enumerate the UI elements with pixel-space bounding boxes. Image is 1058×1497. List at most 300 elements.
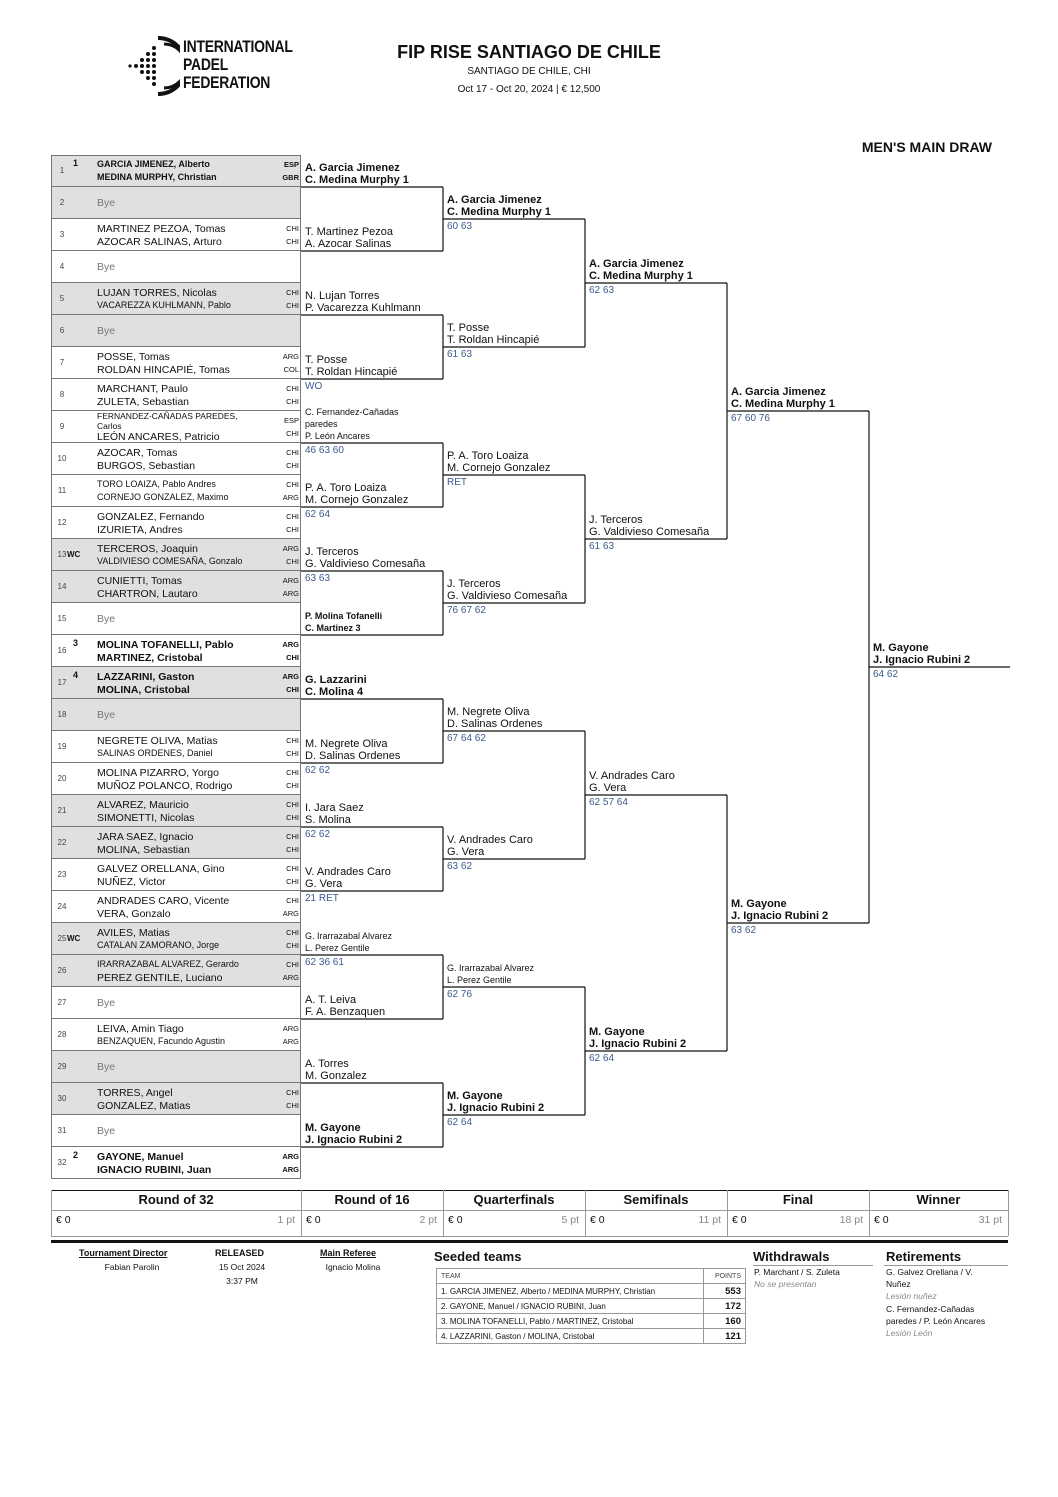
match-score: 61 63 (447, 349, 473, 360)
team-player-2: C. Martinez 3 (305, 623, 361, 633)
player-2-nation: CHI (286, 397, 299, 406)
team-player-2: L. Perez Gentile (305, 943, 370, 953)
player-1-nation: ARG (282, 544, 299, 553)
player-1-name: GALVEZ ORELLANA, Gino (97, 863, 225, 875)
draw-slot (51, 923, 301, 955)
team-player-1: A. Torres (305, 1058, 349, 1070)
player-2-nation: ARG (282, 973, 299, 982)
draw-position: 24 (57, 902, 67, 911)
team-player-1: P. A. Toro Loaiza (447, 450, 529, 462)
player-2-nation: CHI (286, 813, 299, 822)
player-1-nation: ARG (282, 1152, 299, 1161)
match-score: 63 62 (731, 925, 757, 936)
table-row (437, 1284, 746, 1299)
player-1-nation: CHI (286, 480, 299, 489)
team-player-1: paredes (305, 419, 338, 429)
player-2-nation: CHI (286, 429, 299, 438)
player-2-nation: GBR (282, 173, 299, 182)
round-name: Round of 16 (334, 1192, 410, 1207)
draw-slot (51, 1083, 301, 1115)
player-1-name: MARTINEZ PEZOA, Tomas (97, 223, 226, 235)
team-player-1: A. Garcia Jimenez (589, 258, 684, 270)
player-2-nation: CHI (286, 237, 299, 246)
round-prize: € 0 (306, 1214, 321, 1226)
player-1-nation: CHI (286, 960, 299, 969)
draw-slot (51, 699, 301, 731)
team-player-2: J. Ignacio Rubini 2 (447, 1102, 545, 1114)
team-player-1: M. Gayone (731, 898, 787, 910)
round-prize: € 0 (590, 1214, 605, 1226)
team-player-2: J. Ignacio Rubini 2 (731, 910, 829, 922)
round-prize: € 0 (732, 1214, 747, 1226)
draw-position: 4 (59, 262, 65, 271)
player-1-name: AVILES, Matias (97, 927, 170, 939)
team-player-2: L. Perez Gentile (447, 975, 512, 985)
player-1-name: MOLINA PIZARRO, Yorgo (97, 767, 219, 779)
draw-position: 6 (59, 326, 65, 335)
released-label: RELEASED (215, 1248, 265, 1258)
player-1-name: ANDRADES CARO, Vicente (97, 895, 230, 907)
team-player-1: T. Martinez Pezoa (305, 226, 394, 238)
team-player-2: P. León Ancares (305, 431, 370, 441)
player-2-nation: CHI (286, 525, 299, 534)
team-player-2: P. Vacarezza Kuhlmann (305, 302, 421, 314)
logo-line-3: FEDERATION (183, 73, 271, 92)
player-1-nation: CHI (286, 1088, 299, 1097)
round-divider (1008, 1190, 1009, 1236)
draw-slot (51, 667, 301, 699)
team-player-1: G. Irarrazabal Alvarez (447, 963, 535, 973)
team-player-1: J. Terceros (305, 546, 359, 558)
team-player-1: M. Gayone (589, 1026, 645, 1038)
player-1-name: GAYONE, Manuel (97, 1151, 184, 1163)
player-1-name: GONZALEZ, Fernando (97, 511, 205, 523)
draw-slot (51, 283, 301, 315)
draw-slot (51, 507, 301, 539)
player-2-name: PEREZ GENTILE, Luciano (97, 972, 223, 984)
player-2-name: VERA, Gonzalo (97, 908, 171, 920)
player-2-name: CHARTRON, Lautaro (97, 588, 198, 600)
player-2-nation: ARG (282, 909, 299, 918)
draw-slot (51, 987, 301, 1019)
player-2-name: SIMONETTI, Nicolas (97, 812, 195, 824)
released-date: 15 Oct 2024 (218, 1262, 266, 1272)
player-1-nation: CHI (286, 448, 299, 457)
player-1-name: NEGRETE OLIVA, Matias (97, 735, 218, 747)
team-player-1: V. Andrades Caro (447, 834, 533, 846)
player-1-nation: ARG (282, 576, 299, 585)
bye-label: Bye (97, 325, 116, 337)
draw-position: 2 (59, 198, 65, 207)
team-player-1: P. Molina Tofanelli (305, 611, 383, 621)
player-1-nation: CHI (286, 224, 299, 233)
match-score: 62 62 (305, 829, 331, 840)
draw-slot (51, 635, 301, 667)
referee-name: Ignacio Molina (325, 1262, 381, 1272)
round-divider (301, 1190, 302, 1236)
logo-line-1: INTERNATIONAL (183, 37, 293, 56)
seed-number: 1 (73, 158, 79, 168)
team-player-1: N. Lujan Torres (305, 290, 380, 302)
player-2-name: BENZAQUEN, Facundo Agustin (97, 1036, 226, 1046)
draw-slot (51, 955, 301, 987)
draw-slot (51, 827, 301, 859)
player-1-name: FERNANDEZ-CAÑADAS PAREDES, (97, 411, 238, 421)
player-1-nation: CHI (286, 832, 299, 841)
retirement-team-line: G. Galvez Orellana / V. (886, 1267, 973, 1277)
retirement-reason: Lesión León (886, 1328, 933, 1338)
team-player-2: J. Ignacio Rubini 2 (305, 1134, 403, 1146)
player-1-name: TORO LOAIZA, Pablo Andres (97, 479, 216, 489)
player-2-name: SALINAS ORDENES, Daniel (97, 748, 213, 758)
player-1-nation: ARG (282, 640, 299, 649)
player-2-name: MUÑOZ POLANCO, Rodrigo (97, 780, 233, 792)
seed-number: 3 (73, 638, 79, 648)
draw-slot (51, 1115, 301, 1147)
draw-position: 21 (57, 806, 67, 815)
seeded-points: 172 (704, 1299, 746, 1314)
team-player-1: G. Lazzarini (305, 674, 367, 686)
team-player-2: G. Valdivieso Comesaña (589, 526, 710, 538)
draw-title: MEN'S MAIN DRAW (861, 139, 992, 155)
match-score: 62 64 (589, 1053, 615, 1064)
team-player-1: A. T. Leiva (305, 994, 357, 1006)
seed-number: 2 (73, 1150, 79, 1160)
footer-bottom-rule (51, 1236, 1008, 1237)
draw-slot (51, 1051, 301, 1083)
player-2-name: VACAREZZA KUHLMANN, Pablo (97, 300, 231, 310)
draw-position: 1 (59, 166, 65, 175)
player-2-nation: ARG (282, 1037, 299, 1046)
draw-slot (51, 411, 301, 443)
seed-number: 4 (73, 670, 79, 680)
match-score: 67 60 76 (731, 413, 770, 424)
draw-slot (51, 603, 301, 635)
draw-slot (51, 475, 301, 507)
match-score: 62 64 (447, 1117, 473, 1128)
round-points: 5 pt (561, 1214, 579, 1226)
bye-label: Bye (97, 613, 116, 625)
draw-slot (51, 795, 301, 827)
player-2-name: CATALAN ZAMORANO, Jorge (97, 940, 220, 950)
player-2-name: MARTINEZ, Cristobal (97, 652, 203, 664)
player-2-name: LEÓN ANCARES, Patricio (97, 431, 220, 443)
player-1-nation: ESP (283, 416, 299, 425)
round-divider (869, 1190, 870, 1236)
draw-position: 12 (57, 518, 67, 527)
team-player-1: G. Irarrazabal Alvarez (305, 931, 393, 941)
player-2-nation: CHI (286, 557, 299, 566)
player-1-name: IRARRAZABAL ALVAREZ, Gerardo (97, 959, 239, 969)
round-name: Winner (916, 1192, 961, 1207)
player-2-name: IGNACIO RUBINI, Juan (97, 1164, 212, 1176)
team-player-2: S. Molina (305, 814, 351, 826)
match-score: 60 63 (447, 221, 473, 232)
round-name: Round of 32 (138, 1192, 214, 1207)
team-player-2: C. Molina 4 (305, 686, 364, 698)
draw-slot (51, 347, 301, 379)
draw-position: 28 (57, 1030, 67, 1039)
draw-position: 20 (57, 774, 67, 783)
bye-label: Bye (97, 709, 116, 721)
player-2-nation: CHI (286, 685, 299, 694)
round-points: 11 pt (698, 1214, 721, 1226)
draw-position: 26 (57, 966, 67, 975)
director-label: Tournament Director (79, 1248, 168, 1258)
player-2-nation: ARG (282, 1165, 299, 1174)
player-1-name: GARCIA JIMENEZ, Alberto (97, 159, 210, 169)
round-divider (51, 1190, 52, 1236)
draw-position: 17 (57, 678, 67, 687)
draw-position: 10 (57, 454, 67, 463)
draw-slot (51, 379, 301, 411)
champion-player-1: M. Gayone (873, 642, 929, 654)
wildcard-badge: WC (67, 934, 81, 943)
withdrawals-heading: Withdrawals (753, 1249, 830, 1264)
player-1-name: CUNIETTI, Tomas (97, 575, 182, 587)
player-1-name: AZOCAR, Tomas (97, 447, 178, 459)
draw-position: 14 (57, 582, 67, 591)
seeded-team: 2. GAYONE, Manuel / IGNACIO RUBINI, Juan (437, 1299, 704, 1314)
team-player-1: J. Terceros (589, 514, 643, 526)
team-player-2: T. Roldan Hincapié (305, 366, 398, 378)
player-2-nation: ARG (282, 493, 299, 502)
footer-top-rule (51, 1190, 1008, 1191)
draw-position: 31 (57, 1126, 67, 1135)
released-time: 3:37 PM (226, 1276, 258, 1286)
retirement-team-line: paredes / P. León Ancares (886, 1316, 986, 1326)
player-2-nation: CHI (286, 1101, 299, 1110)
draw-slot (51, 891, 301, 923)
player-2-nation: CHI (286, 653, 299, 662)
player-2-nation: CHI (286, 877, 299, 886)
team-column-header: TEAM (437, 1269, 704, 1284)
withdrawal-reason: No se presentan (754, 1279, 817, 1289)
player-1-name: MARCHANT, Paulo (97, 383, 189, 395)
draw-position: 7 (59, 358, 65, 367)
player-1-name: LAZZARINI, Gaston (97, 671, 195, 683)
wildcard-badge: WC (67, 550, 81, 559)
referee-label: Main Referee (320, 1248, 377, 1258)
player-1-name: POSSE, Tomas (97, 351, 170, 363)
player-1-nation: ESP (283, 160, 299, 169)
draw-slot (51, 219, 301, 251)
table-row (437, 1314, 746, 1329)
team-player-2: M. Gonzalez (305, 1070, 367, 1082)
bye-label: Bye (97, 1061, 116, 1073)
draw-position: 5 (59, 294, 65, 303)
team-player-1: A. Garcia Jimenez (305, 162, 400, 174)
team-player-1: P. A. Toro Loaiza (305, 482, 387, 494)
seeded-team: 4. LAZZARINI, Gaston / MOLINA, Cristobal (437, 1329, 704, 1344)
player-2-nation: CHI (286, 301, 299, 310)
player-2-name: NUÑEZ, Victor (97, 876, 166, 888)
team-player-2: G. Vera (305, 878, 343, 890)
seeded-points: 121 (704, 1329, 746, 1344)
retirement-reason: Lesión nuñez (886, 1291, 937, 1301)
final-score: 64 62 (873, 669, 899, 680)
team-player-1: J. Terceros (447, 578, 501, 590)
team-player-2: F. A. Benzaquen (305, 1006, 386, 1018)
draw-position: 30 (57, 1094, 67, 1103)
team-player-2: M. Cornejo Gonzalez (447, 462, 551, 474)
footer-mid-rule (51, 1210, 1008, 1211)
player-1-name: TORRES, Angel (97, 1087, 173, 1099)
team-player-2: C. Medina Murphy 1 (731, 398, 835, 410)
draw-position: 3 (59, 230, 65, 239)
tournament-location: SANTIAGO DE CHILE, CHI (467, 66, 591, 77)
team-player-2: A. Azocar Salinas (305, 238, 392, 250)
round-divider (585, 1190, 586, 1236)
round-points: 2 pt (419, 1214, 437, 1226)
bye-label: Bye (97, 261, 116, 273)
draw-slot (51, 539, 301, 571)
draw-slot (51, 859, 301, 891)
player-1-name: JARA SAEZ, Ignacio (97, 831, 194, 843)
team-player-2: D. Salinas Ordenes (447, 718, 543, 730)
retirement-team-line: C. Fernandez-Cañadas (886, 1304, 975, 1314)
player-2-name: IZURIETA, Andres (97, 524, 183, 536)
team-player-2: C. Medina Murphy 1 (589, 270, 693, 282)
points-column-header: POINTS (704, 1269, 746, 1284)
team-player-2: C. Medina Murphy 1 (447, 206, 551, 218)
team-player-2: G. Vera (447, 846, 485, 858)
round-name: Quarterfinals (473, 1192, 555, 1207)
tournament-dates: Oct 17 - Oct 20, 2024 | € 12,500 (457, 84, 601, 95)
draw-position: 32 (57, 1158, 67, 1167)
draw-position: 23 (57, 870, 67, 879)
seeded-team: 1. GARCIA JIMENEZ, Alberto / MEDINA MURPHY, Christian (437, 1284, 704, 1299)
player-1-nation: ARG (282, 1024, 299, 1033)
match-score: 63 63 (305, 573, 331, 584)
draw-slot (51, 1019, 301, 1051)
team-player-1: T. Posse (447, 322, 490, 334)
round-points: 18 pt (839, 1214, 863, 1226)
withdrawal-team: P. Marchant / S. Zuleta (754, 1267, 840, 1277)
round-prize: € 0 (448, 1214, 463, 1226)
match-score: 46 63 60 (305, 445, 344, 456)
team-player-1: C. Fernandez-Cañadas (305, 407, 399, 417)
match-score: 61 63 (589, 541, 615, 552)
team-player-2: G. Valdivieso Comesaña (305, 558, 426, 570)
draw-position: 22 (57, 838, 67, 847)
player-2-name: BURGOS, Sebastian (97, 460, 196, 472)
match-score: 62 76 (447, 989, 473, 1000)
team-player-2: T. Roldan Hincapié (447, 334, 540, 346)
match-score: 62 62 (305, 765, 331, 776)
match-score: 62 57 64 (589, 797, 628, 808)
draw-slot (51, 731, 301, 763)
player-2-name: VALDIVIESO COMESAÑA, Gonzalo (97, 556, 243, 566)
draw-slot (51, 155, 301, 187)
match-score: 62 64 (305, 509, 331, 520)
team-player-2: C. Medina Murphy 1 (305, 174, 409, 186)
team-player-1: A. Garcia Jimenez (731, 386, 826, 398)
match-score: 67 64 62 (447, 733, 486, 744)
player-1-nation: CHI (286, 288, 299, 297)
player-1-name: ALVAREZ, Mauricio (97, 799, 189, 811)
player-2-name: MOLINA, Sebastian (97, 844, 190, 856)
player-1-nation: CHI (286, 736, 299, 745)
player-1-name: LEIVA, Amin Tiago (97, 1023, 184, 1035)
player-1-nation: CHI (286, 928, 299, 937)
round-prize: € 0 (56, 1214, 71, 1226)
team-player-2: D. Salinas Ordenes (305, 750, 401, 762)
player-1-nation: ARG (282, 672, 299, 681)
player-1-nation: CHI (286, 864, 299, 873)
bye-label: Bye (97, 997, 116, 1009)
player-2-name: ROLDAN HINCAPIÉ, Tomas (97, 364, 230, 376)
draw-position: 9 (59, 422, 65, 431)
draw-position: 25 (57, 934, 67, 943)
player-1-name: LUJAN TORRES, Nicolas (97, 287, 217, 299)
match-score: WO (305, 381, 323, 392)
player-2-name: MEDINA MURPHY, Christian (97, 172, 217, 182)
team-player-1: I. Jara Saez (305, 802, 364, 814)
team-player-1: M. Negrete Oliva (447, 706, 530, 718)
match-score: 21 RET (305, 893, 339, 904)
retirements-heading: Retirements (886, 1249, 962, 1264)
player-1-nation: CHI (286, 800, 299, 809)
player-1-name: MOLINA TOFANELLI, Pablo (97, 639, 234, 651)
player-2-nation: CHI (286, 749, 299, 758)
logo-line-2: PADEL (183, 55, 228, 74)
team-player-2: J. Ignacio Rubini 2 (589, 1038, 687, 1050)
player-1-nation: CHI (286, 768, 299, 777)
round-name: Final (782, 1192, 814, 1207)
draw-slot (51, 443, 301, 475)
seeded-teams-heading: Seeded teams (434, 1249, 522, 1264)
match-score: 76 67 62 (447, 605, 486, 616)
tournament-title: FIP RISE SANTIAGO DE CHILE (397, 42, 661, 62)
draw-position: 13 (57, 550, 67, 559)
team-player-1: M. Gayone (447, 1090, 503, 1102)
player-2-nation: ARG (282, 589, 299, 598)
player-2-name: CORNEJO GONZALEZ, Maximo (97, 492, 229, 502)
player-2-nation: CHI (286, 781, 299, 790)
round-points: 31 pt (978, 1214, 1002, 1226)
bye-label: Bye (97, 1125, 116, 1137)
team-player-2: G. Vera (589, 782, 627, 794)
player-1-name: TERCEROS, Joaquin (97, 543, 198, 555)
match-score: RET (447, 477, 467, 488)
player-2-name: GONZALEZ, Matias (97, 1100, 191, 1112)
team-player-1: T. Posse (305, 354, 348, 366)
retirement-team-line: Nuñez (886, 1279, 911, 1289)
draw-slot (51, 1147, 301, 1179)
draw-slot (51, 571, 301, 603)
player-2-nation: CHI (286, 461, 299, 470)
round-points: 1 pt (277, 1214, 295, 1226)
draw-slot (51, 315, 301, 347)
draw-slot (51, 187, 301, 219)
bye-label: Bye (97, 197, 116, 209)
player-1-nation: CHI (286, 896, 299, 905)
team-player-1: A. Garcia Jimenez (447, 194, 542, 206)
footer-thick-rule (51, 1240, 1008, 1243)
draw-position: 15 (57, 614, 67, 623)
player-2-nation: CHI (286, 845, 299, 854)
team-player-1: V. Andrades Caro (589, 770, 675, 782)
team-player-2: M. Cornejo Gonzalez (305, 494, 409, 506)
draw-slot (51, 251, 301, 283)
match-score: 62 36 61 (305, 957, 344, 968)
seeded-points: 553 (704, 1284, 746, 1299)
draw-position: 19 (57, 742, 67, 751)
player-1-nation: ARG (282, 352, 299, 361)
seeded-team: 3. MOLINA TOFANELLI, Pablo / MARTINEZ, Cristobal (437, 1314, 704, 1329)
draw-position: 29 (57, 1062, 67, 1071)
